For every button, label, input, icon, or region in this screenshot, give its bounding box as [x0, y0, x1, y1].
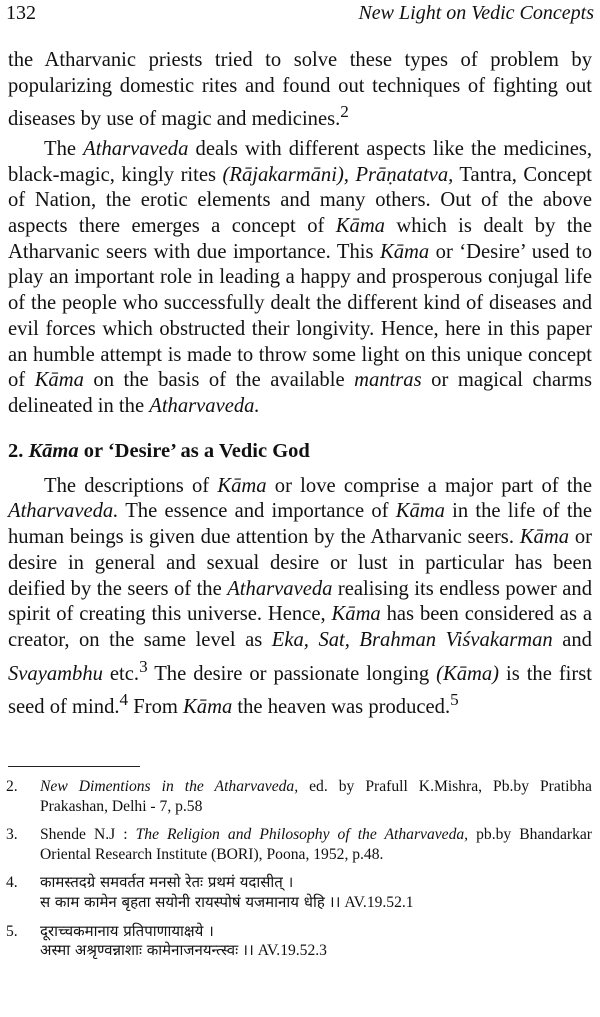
footnote-divider [8, 766, 140, 767]
sanskrit-verse-line: स काम कामेन बृहता सयोनी रायस्पोषं यजमानाय धेहि [40, 892, 325, 911]
section-heading: 2. Kāma or ‘Desire’ as a Vedic God [8, 439, 310, 462]
footnote-2: 2. New Dimentions in the Atharvaveda, ed. by Prafull K.Mishra, Pb.by Pratibha Prakashan, Delhi - 7, p.58 [6, 778, 592, 815]
page-number: 132 [6, 2, 36, 24]
running-head: New Light on Vedic Concepts [358, 2, 594, 24]
sanskrit-verse-line: कामस्तदग्रे समवर्तत मनसो रेतः प्रथमं यदासीत् । [40, 873, 294, 892]
footnote-ref: 5 [450, 690, 459, 710]
footnote-5: 5. दूराच्चकमानाय प्रतिपाणायाक्षये । अस्मा अश्रृण्वन्नाशाः कामेनाजनयन्त्स्वः ।। AV.19.52.3 [6, 921, 327, 960]
footnotes [6, 777, 592, 970]
footnote-ref: 2 [340, 102, 349, 122]
footnote-4: 4. कामस्तदग्रे समवर्तत मनसो रेतः प्रथमं यदासीत् । स काम कामेन बृहता सयोनी रायस्पोषं यजमानाय धेहि ।। AV.19.52.1 [6, 873, 414, 911]
page-header [6, 2, 594, 28]
footnote-ref: 3 [139, 656, 148, 676]
paragraph-atharvaveda-aspects: The Atharvaveda deals with different aspects like the medicines, black-magic, kingly rites (Rājakarmāni), Prāṇatatva, Tantra, Concept of Nation, the erotic elements and many others. Out of the above aspects there emerges a concept of Kāma which is dealt by the Atharvanic seers with due importance. This Kāma or ‘Desire’ used to play an important role in leading a happy and prosperous conjugal life of the people who successfully dealt the different kind of diseases and evil forces which obstructed their longivity. Hence, here in this paper an humble attempt is made to throw some light on this unique concept of Kāma on the basis of the available mantras or magical charms delineated in the Atharvaveda. [8, 137, 593, 417]
sanskrit-verse-line: दूराच्चकमानाय प्रतिपाणायाक्षये । [40, 921, 214, 940]
paragraph-kama-vedic-god: The descriptions of Kāma or love comprise a major part of the Atharvaveda. The essence and importance of Kāma in the life of the human beings is given due attention by the Atharvanic seers. Kāma or desire in general and sexual desire or lust in particular has been deified by the seers of the Atharvaveda realising its endless power and spirit of creating this universe. Hence, Kāma has been considered as a creator, on the same level as Eka, Sat, Brahman Viśvakarman and Svayambhu etc.$^3$ The desire or passionate longing (Kāma) is the first seed of mind.$^4$ From Kāma the heaven was produced.$^5$ [8, 474, 592, 719]
paragraph-continued: the Atharvanic priests tried to solve these types of problem by popularizing domestic rites and found out techniques of fighting out diseases by use of magic and medicines.$^2$ [8, 49, 592, 131]
body-text [8, 48, 592, 721]
sanskrit-verse-line: अस्मा अश्रृण्वन्नाशाः कामेनाजनयन्त्स्वः [40, 941, 239, 960]
footnote-ref: 4 [119, 690, 129, 710]
footnote-3: 3. Shende N.J : The Religion and Philosophy of the Atharvaveda, pb.by Bhandarkar Oriental Research Institute (BORI), Poona, 1952, p.48. [6, 826, 592, 863]
